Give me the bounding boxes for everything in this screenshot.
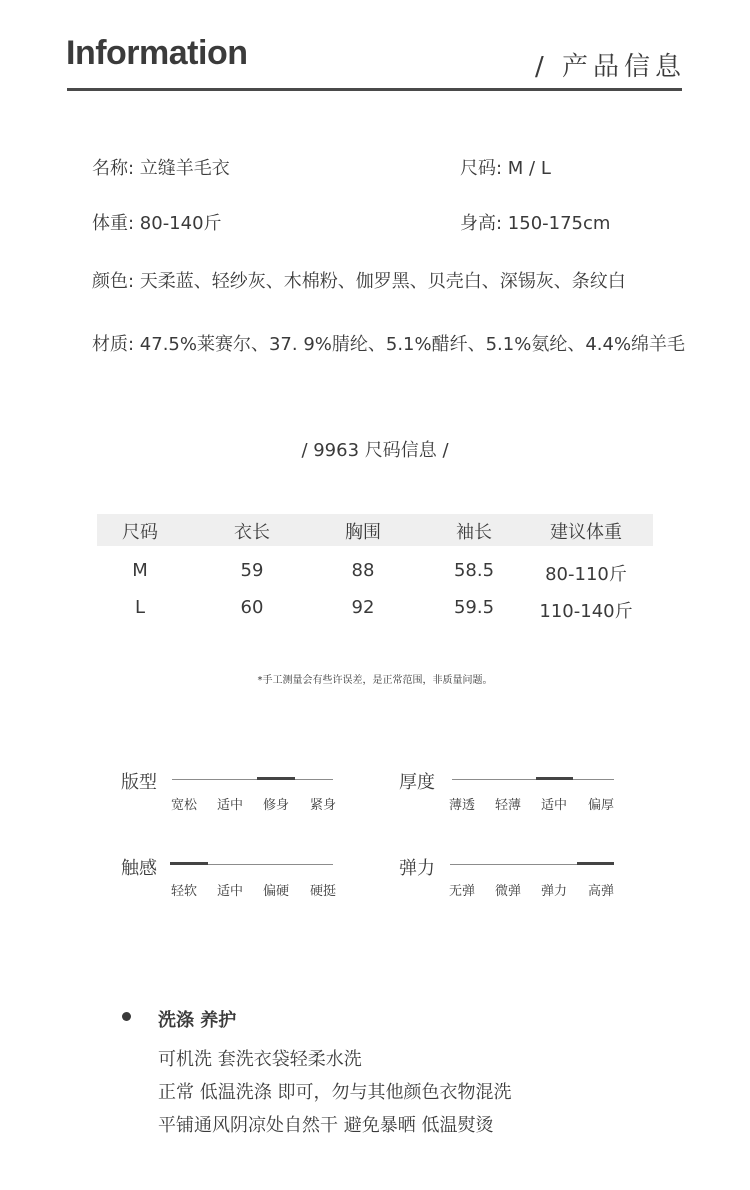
info-material: 材质: 47.5%莱赛尔、37. 9%腈纶、5.1%醋纤、5.1%氨纶、4.4%绵羊毛 — [92, 334, 686, 355]
column-header-size: 尺码 — [122, 522, 158, 543]
table-cell: M — [132, 560, 148, 581]
table-cell: 88 — [351, 560, 375, 581]
metric-option: 适中 — [540, 798, 567, 813]
table-cell: 92 — [351, 597, 375, 618]
metric-option: 适中 — [216, 884, 243, 899]
info-name: 名称: 立缝羊毛衣 — [92, 158, 230, 179]
metric-marker-touch — [170, 862, 208, 865]
metric-option: 弹力 — [540, 884, 567, 899]
table-cell: 110-140斤 — [539, 601, 633, 622]
metric-label-elasticity: 弹力 — [399, 858, 435, 879]
metric-marker-fit — [257, 777, 295, 780]
table-cell: 80-110斤 — [545, 564, 627, 585]
metric-option: 偏硬 — [262, 884, 289, 899]
info-height: 身高: 150-175cm — [460, 213, 611, 234]
metric-option: 轻软 — [170, 884, 197, 899]
metric-option: 修身 — [262, 798, 289, 813]
size-table-heading: / 9963 尺码信息 / — [301, 440, 449, 461]
title-english: Information — [66, 34, 248, 72]
table-cell: L — [134, 597, 146, 618]
table-cell: 58.5 — [453, 560, 495, 581]
metric-option: 偏厚 — [587, 798, 614, 813]
metric-option: 宽松 — [170, 798, 197, 813]
metric-marker-thickness — [536, 777, 573, 780]
care-title: 洗涤 养护 — [158, 1010, 237, 1031]
table-cell: 59.5 — [453, 597, 495, 618]
metric-option: 高弹 — [587, 884, 614, 899]
metric-label-thickness: 厚度 — [399, 772, 435, 793]
column-header-length: 衣长 — [234, 522, 270, 543]
info-colors: 颜色: 天柔蓝、轻纱灰、木棉粉、伽罗黑、贝壳白、深锡灰、条纹白 — [92, 271, 626, 292]
metric-label-fit: 版型 — [121, 772, 157, 793]
metric-marker-elasticity — [577, 862, 614, 865]
info-size: 尺码: M / L — [460, 158, 551, 179]
metric-option: 适中 — [216, 798, 243, 813]
column-header-weight: 建议体重 — [550, 522, 622, 543]
title-divider — [67, 88, 682, 91]
measurement-note: *手工测量会有些许误差，是正常范围，非质量问题。 — [257, 675, 493, 686]
metric-option: 紧身 — [309, 798, 336, 813]
metric-label-touch: 触感 — [121, 858, 157, 879]
table-cell: 59 — [240, 560, 264, 581]
metric-option: 轻薄 — [494, 798, 521, 813]
table-cell: 60 — [240, 597, 264, 618]
care-line: 正常 低温洗涤 即可，勿与其他颜色衣物混洗 — [158, 1082, 512, 1103]
care-line: 可机洗 套洗衣袋轻柔水洗 — [158, 1049, 362, 1070]
column-header-sleeve: 袖长 — [456, 522, 492, 543]
care-line: 平铺通风阴凉处自然干 避免暴晒 低温熨烫 — [158, 1115, 494, 1136]
info-weight: 体重: 80-140斤 — [92, 213, 222, 234]
title-chinese: / 产品信息 — [535, 52, 687, 82]
metric-option: 微弹 — [494, 884, 521, 899]
metric-option: 硬挺 — [309, 884, 336, 899]
metric-track-thickness — [452, 779, 614, 780]
care-bullet-icon — [122, 1012, 131, 1021]
metric-track-fit — [172, 779, 333, 780]
column-header-chest: 胸围 — [345, 522, 381, 543]
metric-option: 薄透 — [448, 798, 475, 813]
metric-option: 无弹 — [448, 884, 475, 899]
